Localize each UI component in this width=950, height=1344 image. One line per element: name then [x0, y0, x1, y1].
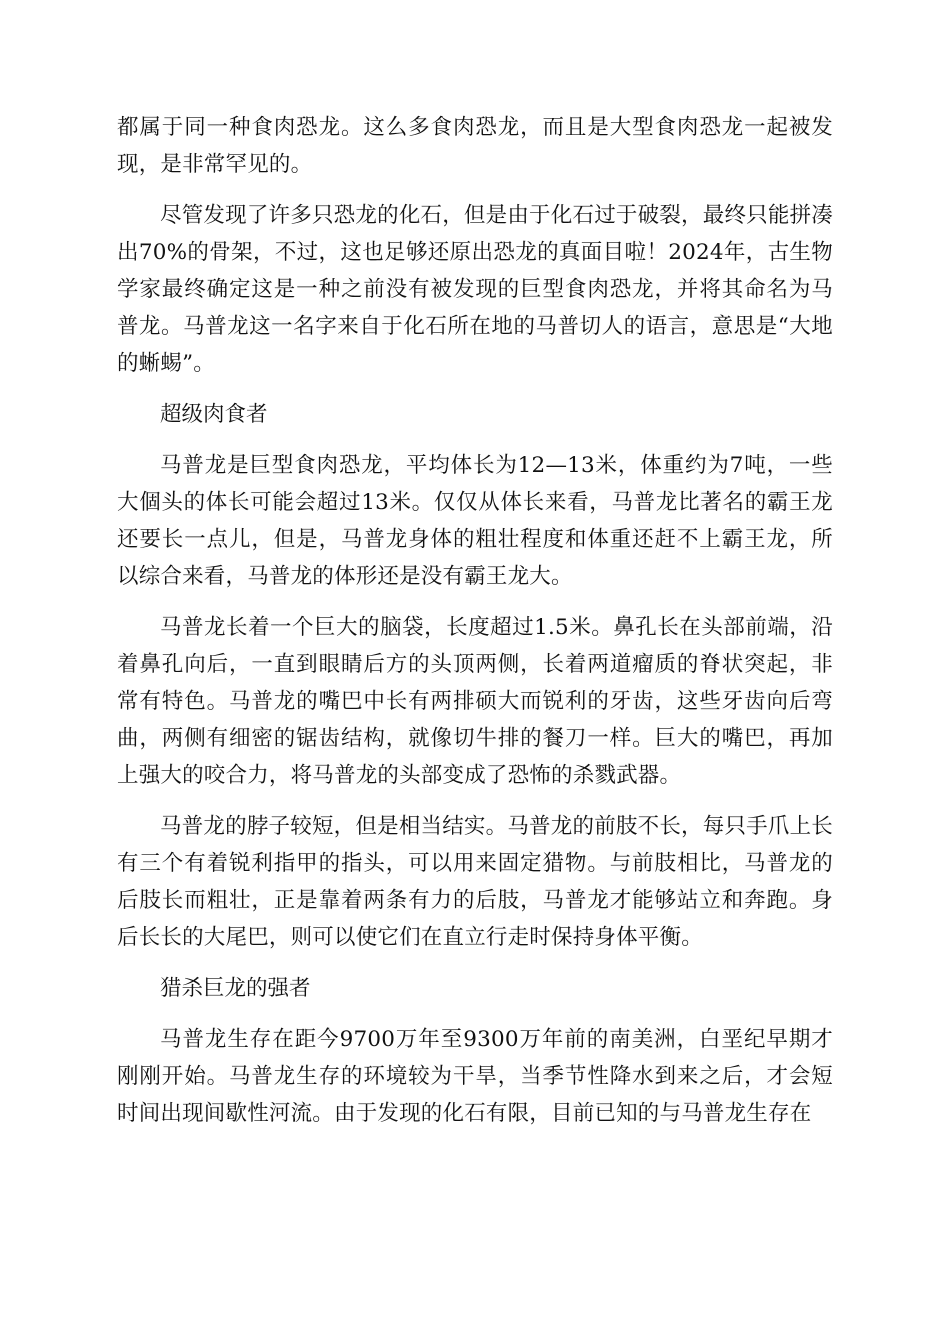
paragraph-fossil-discovery: 尽管发现了许多只恐龙的化石，但是由于化石过于破裂，最终只能拼凑出70%的骨架，不过，这也足够还原出恐龙的真面目啦！2024年，古生物学家最终确定这是一种之前没有被发现的巨型食肉恐龙，并将其命名为马普龙。马普龙这一名字来自于化石所在地的马普切人的语言，意思是“大地的蜥蜴”。: [117, 203, 833, 376]
paragraph-continuation: 都属于同一种食肉恐龙。这么多食肉恐龙，而且是大型食肉恐龙一起被发现，是非常罕见的。: [117, 115, 833, 177]
paragraph-body-size: 马普龙是巨型食肉恐龙，平均体长为12—13米，体重约为7吨，一些大個头的体长可能会超过13米。仅仅从体长来看，马普龙比著名的霸王龙还要长一点儿，但是，马普龙身体的粗壮程度和体重还赶不上霸王龙，所以综合来看，马普龙的体形还是没有霸王龙大。: [117, 453, 833, 589]
document-page: [117, 109, 833, 1146]
paragraph-habitat: 马普龙生存在距今9700万年至9300万年前的南美洲，白垩纪早期才刚刚开始。马普龙生存的环境较为干旱，当季节性降水到来之后，才会短时间出现间歇性河流。由于发现的化石有限，目前已知的与马普龙生存在: [117, 1027, 833, 1126]
section-heading-super-carnivore: 超级肉食者: [160, 402, 268, 427]
section-heading-hunter: 猎杀巨龙的强者: [160, 976, 311, 1001]
paragraph-neck-limbs: 马普龙的脖子较短，但是相当结实。马普龙的前肢不长，每只手爪上长有三个有着锐利指甲的指头，可以用来固定猎物。与前肢相比，马普龙的后肢长而粗壮，正是靠着两条有力的后肢，马普龙才能够站立和奔跑。身后长长的大尾巴，则可以使它们在直立行走时保持身体平衡。: [117, 814, 833, 950]
paragraph-head-teeth: 马普龙长着一个巨大的脑袋，长度超过1.5米。鼻孔长在头部前端，沿着鼻孔向后，一直到眼睛后方的头顶两侧，长着两道瘤质的脊状突起，非常有特色。马普龙的嘴巴中长有两排硕大而锐利的牙齿，这些牙齿向后弯曲，两侧有细密的锯齿结构，就像切牛排的餐刀一样。巨大的嘴巴，再加上强大的咬合力，将马普龙的头部变成了恐怖的杀戮武器。: [117, 615, 833, 788]
